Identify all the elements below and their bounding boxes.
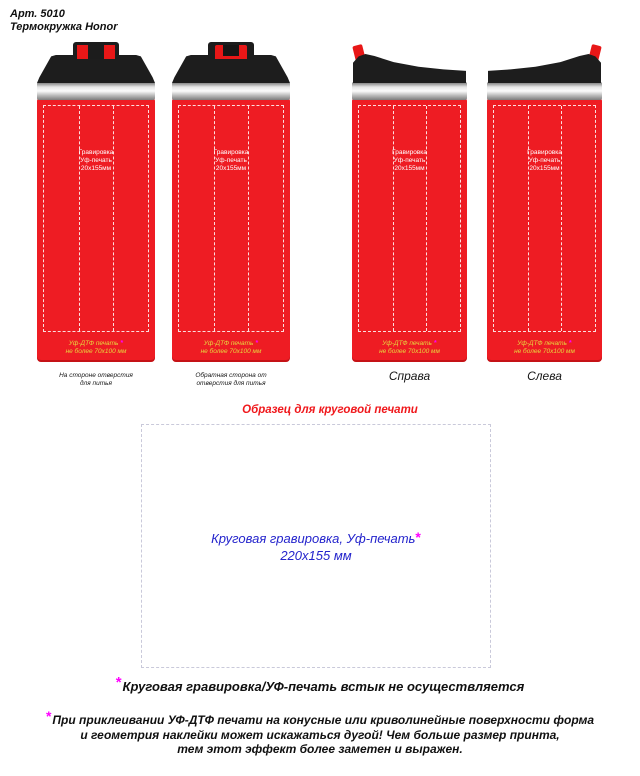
footnote-distortion: *При приклеивании УФ-ДТФ печати на конусные или криволинейные поверхности форма и геометрия наклейки может искажаться дугой! Чем больше размер принта, тем этот эффект более заметен и выражен.: [45, 708, 595, 756]
lid-slider-button: [73, 42, 119, 59]
caption-front-view: На стороне отверстия для питья: [59, 372, 133, 387]
mug-view-right: [352, 42, 467, 362]
footnote-asterisk: *: [433, 340, 437, 347]
footnote-asterisk: *: [120, 340, 124, 347]
sample-heading: Образец для круговой печати: [242, 404, 418, 416]
caption-right-view: Справа: [388, 369, 431, 383]
mug-lid: [172, 55, 290, 83]
circular-print-sample-box: [141, 424, 491, 668]
engraving-label: Гравировка Уф-печать 20х155мм: [78, 149, 114, 172]
print-area-outline: [493, 105, 596, 332]
flip-handle-hole: [223, 45, 239, 56]
footnote-seam: *Круговая гравировка/УФ-печать встык не осуществляется: [115, 674, 525, 694]
lid-red-tab-right: [104, 45, 115, 59]
mug-lid: [353, 54, 466, 83]
print-area-divider: [248, 106, 249, 331]
mug-lid-side: [353, 54, 466, 83]
uv-dtf-note: Уф-ДТФ печать * не более 70х100 мм: [514, 340, 575, 355]
engraving-label: Гравировка Уф-печать 20х155мм: [527, 149, 562, 172]
uv-dtf-note: Уф-ДТФ печать * не более 70х100 мм: [379, 340, 440, 355]
print-area-divider: [426, 106, 427, 331]
mug-body: [172, 99, 290, 362]
mug-body: [37, 99, 155, 362]
uv-dtf-note: Уф-ДТФ печать * не более 70х100 мм: [65, 340, 127, 355]
print-area-outline: [358, 105, 461, 332]
steel-band: [37, 82, 155, 100]
engraving-label: Гравировка Уф-печать 20х155мм: [392, 149, 427, 172]
footnote-asterisk: *: [415, 529, 421, 545]
mug-body: [352, 99, 467, 362]
footnote-asterisk: *: [115, 674, 122, 691]
uv-dtf-note: Уф-ДТФ печать * не более 70х100 мм: [200, 340, 262, 355]
lid-flip-handle: [208, 42, 254, 59]
print-area-divider: [79, 106, 80, 331]
mug-view-front: [37, 42, 155, 362]
mug-body: [487, 99, 602, 362]
print-area-divider: [561, 106, 562, 331]
mug-lid-side: [488, 54, 601, 83]
steel-band: [352, 82, 467, 100]
mug-view-left: [487, 42, 602, 362]
print-area-divider: [113, 106, 114, 331]
print-area-divider: [393, 106, 394, 331]
caption-left-view: Слева: [527, 369, 562, 383]
product-name: Термокружка Honor: [10, 21, 118, 33]
engraving-label: Гравировка Уф-печать 20х155мм: [213, 149, 249, 172]
footnote-asterisk: *: [45, 708, 52, 724]
caption-back-view: Обратная сторона от отверстия для питья: [195, 372, 267, 387]
lid-red-tab-left: [77, 45, 88, 59]
steel-band: [487, 82, 602, 100]
article-number: Арт. 5010: [10, 8, 65, 20]
document-header: [10, 8, 117, 34]
circular-print-label: Круговая гравировка, Уф-печать* 220х155 мм: [211, 529, 421, 563]
mug-lid: [488, 54, 601, 83]
mug-view-back: [172, 42, 290, 362]
print-area-outline: [43, 105, 149, 332]
print-area-divider: [214, 106, 215, 331]
footnote-asterisk: *: [255, 340, 259, 347]
print-area-divider: [528, 106, 529, 331]
steel-band: [172, 82, 290, 100]
footnote-asterisk: *: [568, 340, 572, 347]
print-area-outline: [178, 105, 284, 332]
mug-lid: [37, 55, 155, 83]
